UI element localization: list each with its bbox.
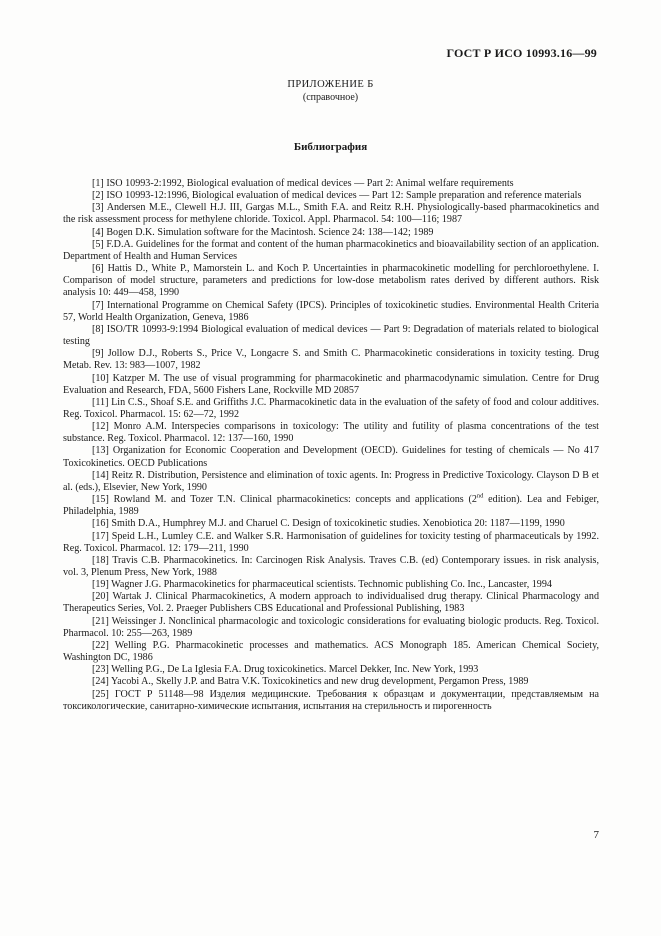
reference-text: Wagner J.G. Pharmacokinetics for pharmaceutical scientists. Technomic publishing Co. Inc., Lancaster, 1994 bbox=[111, 579, 552, 591]
reference-number: [21] bbox=[92, 615, 109, 627]
reference-text: ISO 10993-12:1996, Biological evaluation of medical devices — Part 12: Sample preparation and reference materials bbox=[106, 190, 582, 202]
reference-number: [17] bbox=[92, 530, 109, 542]
standard-code-header: ГОСТ Р ИСО 10993.16—99 bbox=[446, 46, 597, 60]
reference-number: [19] bbox=[92, 579, 109, 591]
bibliography-entry bbox=[63, 348, 599, 372]
reference-number: [11] bbox=[92, 396, 109, 408]
reference-text: Reitz R. Distribution, Persistence and elimination of toxic agents. In: Progress in Predictive Toxicology. Clayson D B et al. (eds.), Elsevier, New York, 1990 bbox=[63, 469, 599, 493]
reference-text: Katzper M. The use of visual programming for pharmacokinetic and pharmacodynamic simulation. Centre for Drug Evaluation and Research, FDA, 5600 Fishers Lane, Rockville MD 20857 bbox=[63, 372, 599, 396]
bibliography-entry bbox=[63, 470, 599, 494]
reference-text: Smith D.A., Humphrey M.J. and Charuel C. Design of toxicokinetic studies. Xenobiotica 20: 1187—1199, 1990 bbox=[111, 518, 565, 530]
reference-number: [3] bbox=[92, 202, 104, 214]
reference-text: Rowland M. and Tozer T.N. Clinical pharmacokinetics: concepts and applications (2 bbox=[113, 494, 477, 506]
bibliography-title: Библиография bbox=[293, 141, 368, 153]
reference-number: [12] bbox=[92, 421, 109, 433]
reference-number: [15] bbox=[92, 494, 109, 506]
reference-text: Speid L.H., Lumley C.E. and Walker S.R. Harmonisation of guidelines for toxicity testing of pharmaceuticals by 1992. Reg. Toxicol. Pharmacol. 12: 179—211, 1990 bbox=[63, 530, 599, 554]
reference-text: International Programme on Chemical Safety (IPCS). Principles of toxicokinetic studies. Environmental Health Criteria 57, World Health Organization, Geneva, 1986 bbox=[63, 299, 600, 323]
reference-number: [8] bbox=[92, 323, 104, 335]
bibliography-entry bbox=[63, 555, 599, 579]
reference-text: Organization for Economic Cooperation and Development (OECD). Guidelines for testing of chemicals — No 417 Toxicokinetics. OECD Publications bbox=[63, 445, 599, 469]
reference-number: [20] bbox=[92, 591, 109, 603]
bibliography-entry bbox=[63, 239, 599, 263]
reference-number: [7] bbox=[92, 299, 104, 311]
reference-number: [22] bbox=[92, 639, 109, 651]
reference-text: ГОСТ Р 51148—98 Изделия медицинские. Требования к образцам и документации, представляемым на токсикологические, санитарно-химические испытания, испытания на стерильность и пирогенность bbox=[63, 688, 599, 712]
reference-text: Yacobi A., Skelly J.P. and Batra V.K. Toxicokinetics and new drug development, Pergamon Press, 1989 bbox=[110, 676, 529, 688]
bibliography-list bbox=[63, 178, 599, 713]
reference-text: Andersen M.E., Clewell H.J. III, Gargas M.L., Smith F.A. and Reitz R.H. Physiologically-based pharmacokinetics and the risk assessment process for methylene chloride. Toxicol. Appl. Pharmacol. 54: 100—116; 1987 bbox=[63, 202, 599, 226]
reference-text: Weissinger J. Nonclinical pharmacologic and toxicologic considerations for evaluating biologic products. Reg. Toxicol. Pharmacol. 10: 255—263, 1989 bbox=[63, 615, 599, 639]
reference-text-continued: edition). Lea and Febiger, Philadelphia, 1989 bbox=[63, 494, 599, 518]
bibliography-entry bbox=[63, 445, 599, 469]
reference-number: [4] bbox=[92, 226, 104, 238]
reference-number: [24] bbox=[92, 676, 109, 688]
reference-number: [10] bbox=[92, 372, 109, 384]
reference-number: [5] bbox=[92, 238, 104, 250]
reference-number: [2] bbox=[92, 190, 104, 202]
reference-text: ISO/TR 10993-9:1994 Biological evaluation of medical devices — Part 9: Degradation of materials related to biological testing bbox=[63, 323, 599, 348]
reference-text: ISO 10993-2:1992, Biological evaluation of medical devices — Part 2: Animal welfare requirements bbox=[106, 178, 514, 189]
bibliography-entry bbox=[63, 190, 599, 202]
bibliography-entry bbox=[63, 579, 599, 591]
reference-text: Welling P.G., De La Iglesia F.A. Drug toxicokinetics. Marcel Dekker, Inc. New York, 1993 bbox=[111, 664, 479, 676]
reference-superscript: nd bbox=[476, 492, 484, 500]
bibliography-entry bbox=[63, 518, 599, 530]
reference-text: F.D.A. Guidelines for the format and content of the human pharmacokinetics and bioavailability section of an application. Department of Health and Human Services bbox=[63, 238, 599, 262]
reference-number: [25] bbox=[92, 688, 109, 700]
appendix-title: ПРИЛОЖЕНИЕ Б bbox=[287, 79, 374, 90]
reference-text: Travis C.B. Pharmacokinetics. In: Carcinogen Risk Analysis. Traves C.B. (ed) Contemporary issues. in risk analysis, vol. 3, Plenum Press, New York, 1988 bbox=[63, 554, 600, 578]
bibliography-entry bbox=[63, 591, 599, 615]
reference-number: [18] bbox=[92, 554, 109, 566]
reference-text: Lin C.S., Shoaf S.E. and Griffiths J.C. Pharmacokinetic data in the evaluation of the safety of food and colour additives. Reg. Toxicol. Pharmacol. 15: 62—72, 1992 bbox=[63, 396, 599, 420]
bibliography-entry bbox=[63, 178, 599, 190]
reference-text: Wartak J. Clinical Pharmacokinetics, A modern approach to individualised drug therapy. Clinical Pharmacology and Therapeutics Series, Vol. 2. Praeger Publishers CBS Educational and Professional Publishing, 1983 bbox=[63, 591, 599, 615]
reference-text: Welling P.G. Pharmacokinetic processes and mathematics. ACS Monograph 185. American Chemical Society, Washington DC, 1986 bbox=[63, 639, 600, 664]
bibliography-entry bbox=[63, 324, 599, 348]
bibliography-entry bbox=[63, 616, 599, 640]
appendix-subtitle: (справочное) bbox=[302, 92, 359, 103]
reference-text: Monro A.M. Interspecies comparisons in toxicology: The utility and futility of plasma concentrations of the test substance. Reg. Toxicol. Pharmacol. 12: 137—160, 1990 bbox=[63, 421, 599, 445]
bibliography-entry bbox=[63, 676, 599, 688]
reference-number: [16] bbox=[92, 518, 109, 530]
reference-number: [9] bbox=[92, 348, 104, 360]
bibliography-entry bbox=[63, 300, 599, 324]
reference-text: Hattis D., White P., Mamorstein L. and Koch P. Uncertainties in pharmacokinetic modelling for perchloroethylene. I. Comparison of model structure, parameters and predictions for low-dose metabolism rates derived by different authors. Risk analysis 10: 449—458, 1990 bbox=[63, 263, 599, 299]
reference-number: [6] bbox=[92, 263, 104, 275]
bibliography-entry bbox=[63, 531, 599, 555]
bibliography-entry bbox=[63, 373, 599, 397]
reference-number: [1] bbox=[92, 178, 104, 189]
bibliography-entry bbox=[63, 640, 599, 664]
reference-number: [13] bbox=[92, 445, 109, 457]
bibliography-entry bbox=[63, 202, 599, 226]
reference-text: Bogen D.K. Simulation software for the Macintosh. Science 24: 138—142; 1989 bbox=[106, 226, 434, 238]
bibliography-entry bbox=[63, 263, 599, 299]
reference-number: [14] bbox=[92, 469, 109, 481]
bibliography-entry bbox=[63, 664, 599, 676]
reference-text: Jollow D.J., Roberts S., Price V., Longacre S. and Smith C. Pharmacokinetic considerations in toxicity testing. Drug Metab. Rev. 13: 983—1007, 1982 bbox=[63, 348, 599, 372]
bibliography-entry bbox=[63, 494, 599, 518]
reference-number: [23] bbox=[92, 664, 109, 676]
bibliography-entry bbox=[63, 421, 599, 445]
bibliography-entry bbox=[63, 397, 599, 421]
bibliography-entry bbox=[63, 227, 599, 239]
appendix-heading bbox=[0, 78, 661, 104]
page-number: 7 bbox=[593, 829, 599, 841]
bibliography-entry bbox=[63, 689, 599, 713]
